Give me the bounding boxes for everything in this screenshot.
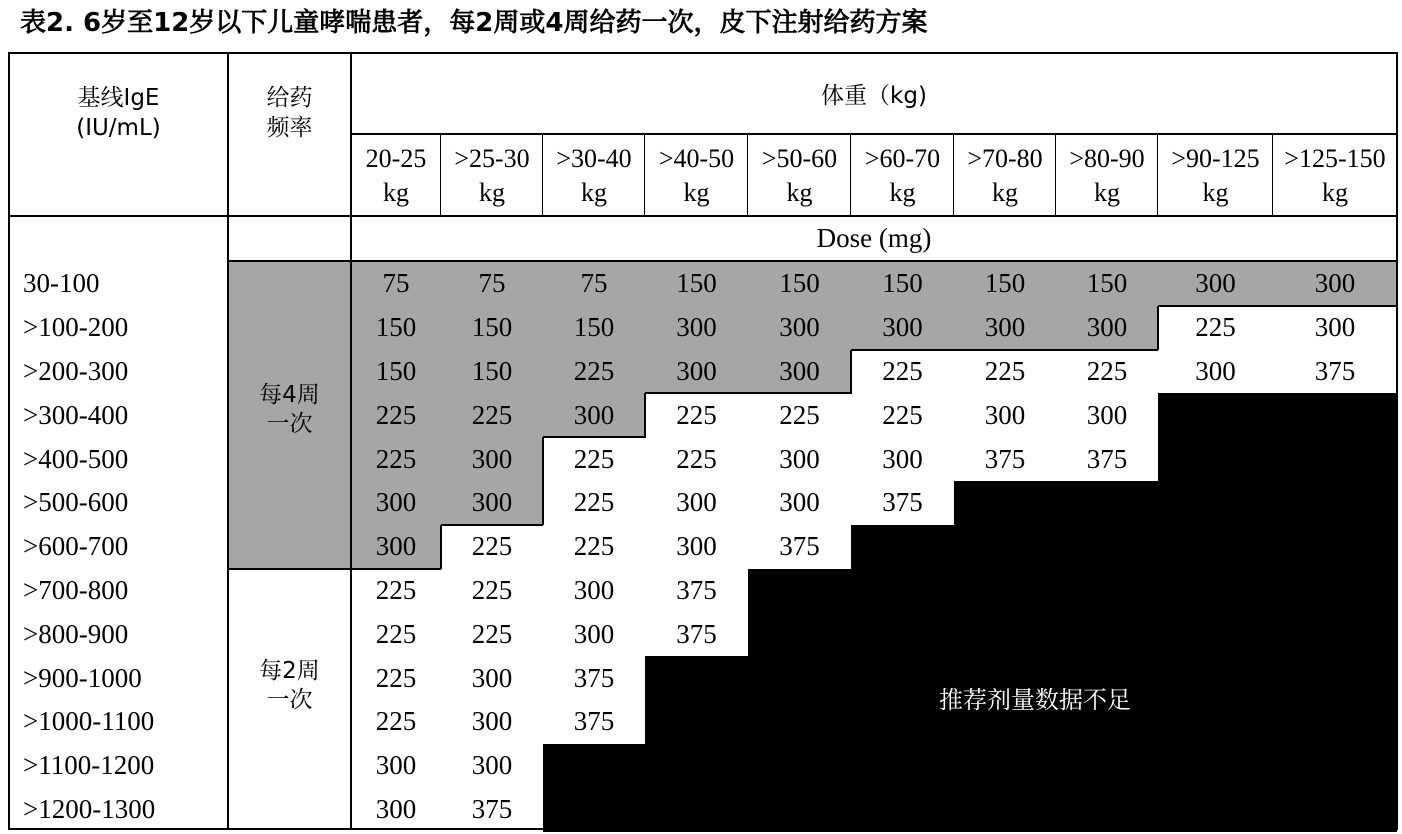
dose-value: 225 [573,355,615,386]
dose-value: 375 [882,487,923,518]
ige-range-label: >700-800 [23,574,129,605]
dose-value: 375 [676,618,717,649]
weight-column-divider [440,135,441,215]
ige-range-label: >100-200 [23,312,129,343]
ige-range-label: >400-500 [23,443,129,474]
dose-value: 300 [1086,399,1128,430]
dose-value: 375 [1314,355,1356,386]
insufficient-data-cell [1158,481,1273,525]
dose-value: 300 [375,793,417,824]
gray-boundary-line [542,437,544,481]
insufficient-data-cell [1158,569,1273,613]
dose-value: 375 [779,531,820,562]
header-dosing-frequency: 给药 频率 [266,85,313,141]
dose-value: 225 [375,574,417,605]
weight-column-divider [747,135,748,215]
table-top-border [9,52,1398,54]
insufficient-data-cell [1273,744,1397,788]
weight-column-header: >25-30 kg [454,144,530,207]
insufficient-data-cell [1158,437,1273,481]
dose-value: 375 [573,706,615,737]
table-left-border [8,52,10,830]
gray-boundary-line [850,350,852,394]
weight-column-header: >40-50 kg [658,144,735,207]
dose-value: 300 [676,487,717,518]
insufficient-data-cell [1273,700,1397,744]
dose-value: 375 [1086,443,1128,474]
weight-column-divider [953,135,954,215]
ige-range-label: >1100-1200 [23,750,155,781]
dose-value: 225 [779,399,820,430]
dose-value: 300 [1314,312,1356,343]
insufficient-data-cell [645,788,748,832]
weight-column-header: >50-60 kg [761,144,838,207]
dose-value: 300 [984,399,1026,430]
insufficient-data-cell [748,788,851,832]
weight-column-divider [1157,135,1158,215]
dose-value: 225 [471,574,513,605]
insufficient-data-cell [954,744,1056,788]
dose-value: 150 [375,355,417,386]
dose-value: 300 [1195,268,1236,299]
dose-value: 225 [471,531,513,562]
dose-value: 300 [779,355,820,386]
dose-value: 225 [573,487,615,518]
gray-boundary-line [440,525,442,569]
dose-value: 225 [882,355,923,386]
ige-range-label: >300-400 [23,399,129,430]
dose-value: 150 [882,268,923,299]
dose-value: 225 [471,399,513,430]
header-body-weight: 体重（kg) [821,82,927,109]
dose-value: 300 [471,487,513,518]
insufficient-data-cell [851,788,954,832]
gray-boundary-line [1157,306,1159,350]
weight-column-header: >30-40 kg [556,144,632,207]
dose-value: 300 [471,750,513,781]
gray-boundary-line [851,349,1158,351]
dose-value: 225 [471,618,513,649]
dose-value: 300 [375,487,417,518]
insufficient-data-cell [1273,656,1397,700]
dosing-table [8,51,1398,830]
weight-column-header: >70-80 kg [967,144,1043,207]
dose-value: 225 [882,399,923,430]
insufficient-data-cell [851,525,954,569]
insufficient-data-cell [543,788,645,832]
insufficient-data-cell [645,744,748,788]
dose-row-divider [228,260,1397,262]
dose-value: 150 [779,268,820,299]
dose-value: 300 [1086,312,1128,343]
dose-value: 225 [984,355,1026,386]
dose-value: 225 [375,618,417,649]
weight-column-divider [1272,135,1273,215]
dose-value: 225 [1086,355,1128,386]
dose-value: 375 [573,662,615,693]
insufficient-data-cell [748,744,851,788]
dose-value: 75 [580,268,608,299]
insufficient-data-cell [1158,788,1273,832]
insufficient-data-cell [1273,437,1397,481]
gray-boundary-line [644,393,646,437]
freq-group-divider [228,568,351,570]
insufficient-data-cell [1056,788,1158,832]
insufficient-data-cell [1158,393,1273,437]
insufficient-data-cell [954,481,1056,525]
weight-column-divider [1055,135,1056,215]
dose-value: 225 [375,662,417,693]
dose-value: 375 [984,443,1026,474]
ige-column-divider [227,52,229,830]
insufficient-data-cell [748,656,851,700]
insufficient-data-cell [1273,525,1397,569]
insufficient-data-cell [645,656,748,700]
dose-value: 225 [676,443,717,474]
insufficient-data-cell [1158,612,1273,656]
gray-boundary-line [543,436,645,438]
dose-value: 300 [779,312,820,343]
dose-value: 300 [471,662,513,693]
insufficient-data-cell [954,612,1056,656]
dose-value: 225 [573,443,615,474]
weight-column-divider [644,135,645,215]
header-baseline-ige: 基线IgE (IU/mL) [76,85,161,141]
dose-value: 225 [375,399,417,430]
insufficient-data-cell [1056,525,1158,569]
dose-value: 225 [375,706,417,737]
dose-value: 300 [375,531,417,562]
gray-boundary-line [351,568,441,570]
dose-value: 300 [1195,355,1236,386]
dose-value: 300 [471,443,513,474]
dose-value: 225 [573,531,615,562]
ige-range-label: >800-900 [23,618,129,649]
dose-value: 150 [375,312,417,343]
dose-value: 300 [779,443,820,474]
weight-column-divider [542,135,543,215]
insufficient-data-cell [543,744,645,788]
dose-value: 375 [471,793,513,824]
dose-value: 225 [676,399,717,430]
dose-value: 300 [779,487,820,518]
ige-range-label: >600-700 [23,531,129,562]
gray-boundary-line [645,392,851,394]
insufficient-data-cell [851,612,954,656]
frequency-every-2-weeks: 每2周 一次 [259,658,320,714]
gray-boundary-line [441,524,543,526]
ige-range-label: 30-100 [23,268,100,299]
insufficient-data-cell [1273,569,1397,613]
insufficient-data-cell [954,569,1056,613]
table-bottom-border [9,828,1398,830]
insufficient-data-cell [1158,744,1273,788]
dose-value: 300 [882,443,923,474]
dose-value: 300 [375,750,417,781]
weight-column-header: 20-25 kg [365,144,427,207]
header-dose-mg: Dose (mg) [816,222,932,253]
dose-value: 225 [375,443,417,474]
weight-column-header: >80-90 kg [1069,144,1145,207]
insufficient-data-cell [748,612,851,656]
insufficient-data-cell [1056,481,1158,525]
dose-value: 75 [382,268,410,299]
insufficient-data-cell [1056,569,1158,613]
weight-column-divider [850,135,851,215]
weight-column-header: >125-150 kg [1284,144,1386,207]
insufficient-data-cell [954,788,1056,832]
dose-value: 75 [478,268,506,299]
insufficient-data-cell [748,700,851,744]
dose-value: 150 [573,312,615,343]
dose-value: 225 [1195,312,1236,343]
weight-column-header: >60-70 kg [864,144,941,207]
dose-value: 300 [984,312,1026,343]
insufficient-data-cell [645,700,748,744]
dose-value: 375 [676,574,717,605]
frequency-every-4-weeks: 每4周 一次 [259,381,320,437]
freq-column-divider [350,52,352,830]
table-title: 表2. 6岁至12岁以下儿童哮喘患者，每2周或4周给药一次，皮下注射给药方案 [20,8,928,38]
ige-range-label: >1000-1100 [23,706,155,737]
dose-value: 150 [984,268,1026,299]
insufficient-data-cell [851,744,954,788]
gray-boundary-line [1158,305,1397,307]
insufficient-data-cell [1273,393,1397,437]
insufficient-data-cell [1056,612,1158,656]
insufficient-data-cell [1273,788,1397,832]
dose-value: 150 [471,312,513,343]
insufficient-data-label: 推荐剂量数据不足 [939,685,1131,714]
insufficient-data-cell [1273,612,1397,656]
dose-value: 150 [676,268,717,299]
dose-value: 150 [471,355,513,386]
dose-value: 300 [573,399,615,430]
weight-column-header: >90-125 kg [1171,144,1260,207]
insufficient-data-cell [1158,525,1273,569]
insufficient-data-cell [954,525,1056,569]
dose-value: 300 [882,312,923,343]
gray-boundary-line [542,481,544,525]
dose-value: 300 [573,574,615,605]
dose-value: 300 [1314,268,1356,299]
ige-range-label: >500-600 [23,487,129,518]
insufficient-data-cell [1273,481,1397,525]
weight-header-divider [351,133,1397,135]
ige-range-label: >200-300 [23,355,129,386]
dose-value: 300 [676,312,717,343]
ige-range-label: >900-1000 [23,662,142,693]
ige-range-label: >1200-1300 [23,793,156,824]
dose-value: 300 [573,618,615,649]
dose-value: 300 [471,706,513,737]
insufficient-data-cell [748,569,851,613]
table-right-border [1396,52,1398,830]
dose-value: 300 [676,531,717,562]
insufficient-data-cell [1056,744,1158,788]
insufficient-data-cell [851,569,954,613]
dose-value: 300 [676,355,717,386]
header-bottom-border [9,215,1398,217]
dose-value: 150 [1086,268,1128,299]
